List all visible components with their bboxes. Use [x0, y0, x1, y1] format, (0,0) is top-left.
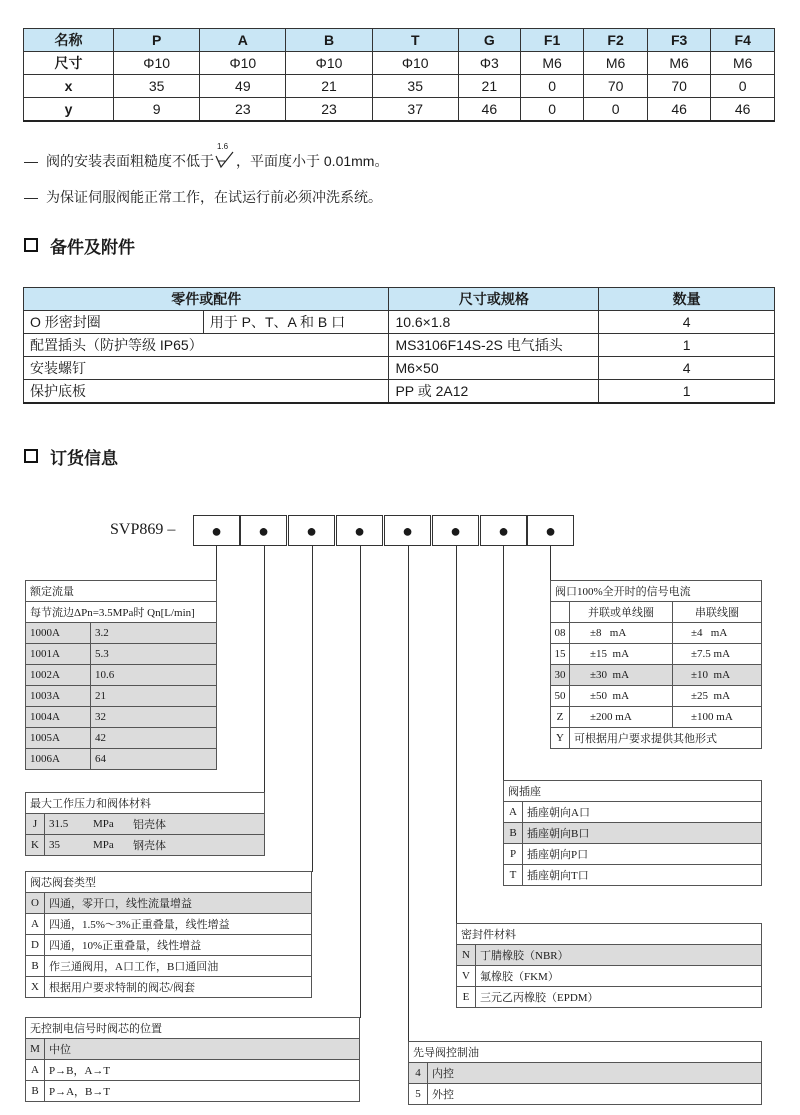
option-value: 10.6 [91, 665, 217, 686]
table-cell: 0 [711, 75, 775, 98]
code-slot-current: ● [527, 515, 574, 546]
code-slot-socket: ● [480, 515, 527, 546]
code-slot-flow: ● [193, 515, 240, 546]
option-value: ±50 mA [570, 686, 673, 707]
table-cell: 9 [114, 98, 200, 122]
option-value: ±100 mA [673, 707, 762, 728]
connector-line [456, 546, 457, 924]
connector-line [312, 546, 313, 872]
row-label: x [24, 75, 114, 98]
option-code: O [26, 893, 45, 914]
option-code: 1005A [26, 728, 91, 749]
option-code: J [26, 814, 45, 835]
header-cell: 数量 [599, 288, 775, 311]
header-cell: F3 [647, 29, 711, 52]
option-title: 无控制电信号时阀芯的位置 [26, 1018, 360, 1039]
option-code: 5 [409, 1084, 428, 1105]
code-slot-seal: ● [432, 515, 479, 546]
table-row [24, 334, 775, 357]
table-cell: 70 [584, 75, 648, 98]
option-code: 30 [551, 665, 570, 686]
spec-cell: 10.6×1.8 [389, 311, 599, 334]
note-dash: — [24, 153, 38, 169]
option-desc: 内控 [428, 1063, 762, 1084]
connector-line [408, 546, 409, 1042]
table-cell: 37 [372, 98, 458, 122]
spool-options [25, 871, 312, 998]
option-value: 35 [45, 835, 90, 856]
note-text: 为保证伺服阀能正常工作，在试运行前必须冲洗系统。 [46, 189, 382, 205]
option-value: 3.2 [91, 623, 217, 644]
option-value: ±7.5 mA [673, 644, 762, 665]
option-code: X [26, 977, 45, 998]
option-code: 08 [551, 623, 570, 644]
table-cell: 21 [458, 75, 520, 98]
section-title: 备件及附件 [24, 233, 135, 258]
section-title: 订货信息 [24, 444, 118, 469]
option-desc: 四通，10%正重叠量，线性增益 [45, 935, 312, 956]
option-title: 先导阀控制油 [409, 1042, 762, 1063]
option-desc: 四通，零开口，线性流量增益 [45, 893, 312, 914]
option-desc: 可根据用户要求提供其他形式 [570, 728, 762, 749]
connector-line [216, 546, 217, 581]
option-value: 5.3 [91, 644, 217, 665]
port-table [23, 28, 775, 122]
model-code-label: SVP869 – [110, 521, 176, 538]
table-row [24, 75, 775, 98]
header-cell: B [286, 29, 372, 52]
option-code: 1000A [26, 623, 91, 644]
option-title: 阀口100%全开时的信号电流 [551, 581, 762, 602]
note-roughness [24, 142, 389, 171]
roughness-check-icon [214, 151, 236, 169]
table-cell: 46 [458, 98, 520, 122]
table-cell: Φ10 [286, 52, 372, 75]
port-table-header [24, 29, 775, 52]
option-code: P [504, 844, 523, 865]
table-cell: 49 [200, 75, 286, 98]
pressure-options [25, 792, 265, 856]
code-slot-pilot: ● [384, 515, 431, 546]
option-value: 32 [91, 707, 217, 728]
spec-cell: PP 或 2A12 [389, 380, 599, 404]
connector-line [550, 546, 551, 581]
table-row [24, 98, 775, 122]
option-value: ±200 mA [570, 707, 673, 728]
header-cell: T [372, 29, 458, 52]
option-code: B [504, 823, 523, 844]
table-row [24, 357, 775, 380]
option-desc: 钢壳体 [129, 835, 265, 856]
header-cell: A [200, 29, 286, 52]
table-cell: 35 [114, 75, 200, 98]
part-cell: 配置插头（防护等级 IP65） [24, 334, 389, 357]
option-desc: P→B，A→T [45, 1060, 360, 1081]
spec-cell: M6×50 [389, 357, 599, 380]
option-code: 1001A [26, 644, 91, 665]
note-flush [24, 187, 382, 207]
option-code: B [26, 956, 45, 977]
table-cell: 46 [647, 98, 711, 122]
connector-line [503, 546, 504, 781]
spool-position-options [25, 1017, 360, 1102]
part-cell: O 形密封圈 [24, 311, 204, 334]
option-code: 1002A [26, 665, 91, 686]
option-desc: 四通，1.5%～3%正重叠量，线性增益 [45, 914, 312, 935]
roughness-symbol [214, 142, 236, 169]
header-cell: 零件或配件 [24, 288, 389, 311]
option-code: Z [551, 707, 570, 728]
table-cell: 70 [647, 75, 711, 98]
header-cell: F2 [584, 29, 648, 52]
option-value: 64 [91, 749, 217, 770]
qty-cell: 1 [599, 334, 775, 357]
option-desc: 插座朝向A口 [523, 802, 762, 823]
option-code: 1003A [26, 686, 91, 707]
accessories-table [23, 287, 775, 404]
table-cell: 0 [584, 98, 648, 122]
option-title: 阀芯阀套类型 [26, 872, 312, 893]
option-code: Y [551, 728, 570, 749]
note-text: 阀的安装表面粗糙度不低于 [46, 153, 214, 169]
option-code: A [504, 802, 523, 823]
option-code: N [457, 945, 476, 966]
table-cell: 35 [372, 75, 458, 98]
option-title: 额定流量 [26, 581, 217, 602]
seal-options [456, 923, 762, 1008]
option-desc: 根据用户要求特制的阀芯/阀套 [45, 977, 312, 998]
option-desc: 丁腈橡胶（NBR） [476, 945, 762, 966]
table-row [24, 311, 775, 334]
option-desc: 铝壳体 [129, 814, 265, 835]
part-cell: 保护底板 [24, 380, 389, 404]
table-cell: M6 [647, 52, 711, 75]
code-slot-position: ● [336, 515, 383, 546]
part-cell: 安装螺钉 [24, 357, 389, 380]
code-slot-spool: ● [288, 515, 335, 546]
option-value: ±8 mA [570, 623, 673, 644]
table-cell: M6 [711, 52, 775, 75]
option-value: ±4 mA [673, 623, 762, 644]
option-value: ±30 mA [570, 665, 673, 686]
option-code: 1006A [26, 749, 91, 770]
option-value: 31.5 [45, 814, 90, 835]
option-value: 21 [91, 686, 217, 707]
option-code: A [26, 1060, 45, 1081]
row-label: y [24, 98, 114, 122]
header-cell: F4 [711, 29, 775, 52]
option-desc: 作三通阀用，A口工作，B口通回油 [45, 956, 312, 977]
option-code: D [26, 935, 45, 956]
option-value: 42 [91, 728, 217, 749]
column-header: 串联线圈 [673, 602, 762, 623]
option-title: 阀插座 [504, 781, 762, 802]
note-text: ，平面度小于 0.01mm。 [236, 153, 389, 169]
table-cell: Φ10 [200, 52, 286, 75]
note-dash: — [24, 189, 38, 205]
option-code: T [504, 865, 523, 886]
table-cell: Φ3 [458, 52, 520, 75]
table-cell: 23 [200, 98, 286, 122]
option-code: 4 [409, 1063, 428, 1084]
table-cell: 21 [286, 75, 372, 98]
header-cell: F1 [520, 29, 584, 52]
option-desc: 三元乙丙橡胶（EPDM） [476, 987, 762, 1008]
option-desc: 插座朝向B口 [523, 823, 762, 844]
header-cell: G [458, 29, 520, 52]
option-subtitle: 每节流边ΔPn=3.5MPa时 Qn[L/min] [26, 602, 217, 623]
table-cell: 23 [286, 98, 372, 122]
option-code: 15 [551, 644, 570, 665]
table-cell: Φ10 [372, 52, 458, 75]
qty-cell: 4 [599, 311, 775, 334]
code-slot-pressure: ● [240, 515, 287, 546]
table-cell: 0 [520, 75, 584, 98]
connector-line [264, 546, 265, 793]
part-sub-cell: 用于 P、T、A 和 B 口 [203, 311, 389, 334]
header-cell: 名称 [24, 29, 114, 52]
table-cell: 0 [520, 98, 584, 122]
socket-options [503, 780, 762, 886]
option-desc: P→A，B→T [45, 1081, 360, 1102]
square-bullet-icon [24, 449, 38, 463]
option-code: V [457, 966, 476, 987]
row-label: 尺寸 [24, 52, 114, 75]
roughness-value: 1.6 [217, 142, 229, 151]
flow-options [25, 580, 217, 770]
header-cell: 尺寸或规格 [389, 288, 599, 311]
option-code: E [457, 987, 476, 1008]
option-value: ±25 mA [673, 686, 762, 707]
option-code: 50 [551, 686, 570, 707]
option-value: ±10 mA [673, 665, 762, 686]
qty-cell: 1 [599, 380, 775, 404]
table-cell: 46 [711, 98, 775, 122]
option-code: 1004A [26, 707, 91, 728]
signal-current-options [550, 580, 762, 749]
option-desc: 中位 [45, 1039, 360, 1060]
table-cell: M6 [520, 52, 584, 75]
option-unit: MPa [89, 835, 129, 856]
option-title: 密封件材料 [457, 924, 762, 945]
option-unit: MPa [89, 814, 129, 835]
option-title: 最大工作压力和阀体材料 [26, 793, 265, 814]
option-code: K [26, 835, 45, 856]
option-value: ±15 mA [570, 644, 673, 665]
connector-line [360, 546, 361, 1018]
square-bullet-icon [24, 238, 38, 252]
header-cell: P [114, 29, 200, 52]
table-cell: Φ10 [114, 52, 200, 75]
qty-cell: 4 [599, 357, 775, 380]
spec-cell: MS3106F14S-2S 电气插头 [389, 334, 599, 357]
table-row [24, 380, 775, 404]
pilot-oil-options [408, 1041, 762, 1105]
option-desc: 插座朝向P口 [523, 844, 762, 865]
option-desc: 氟橡胶（FKM） [476, 966, 762, 987]
column-header: 并联或单线圈 [570, 602, 673, 623]
option-code: A [26, 914, 45, 935]
table-cell: M6 [584, 52, 648, 75]
table-header [24, 288, 775, 311]
table-row [24, 52, 775, 75]
option-code: M [26, 1039, 45, 1060]
option-code: B [26, 1081, 45, 1102]
option-desc: 插座朝向T口 [523, 865, 762, 886]
option-desc: 外控 [428, 1084, 762, 1105]
